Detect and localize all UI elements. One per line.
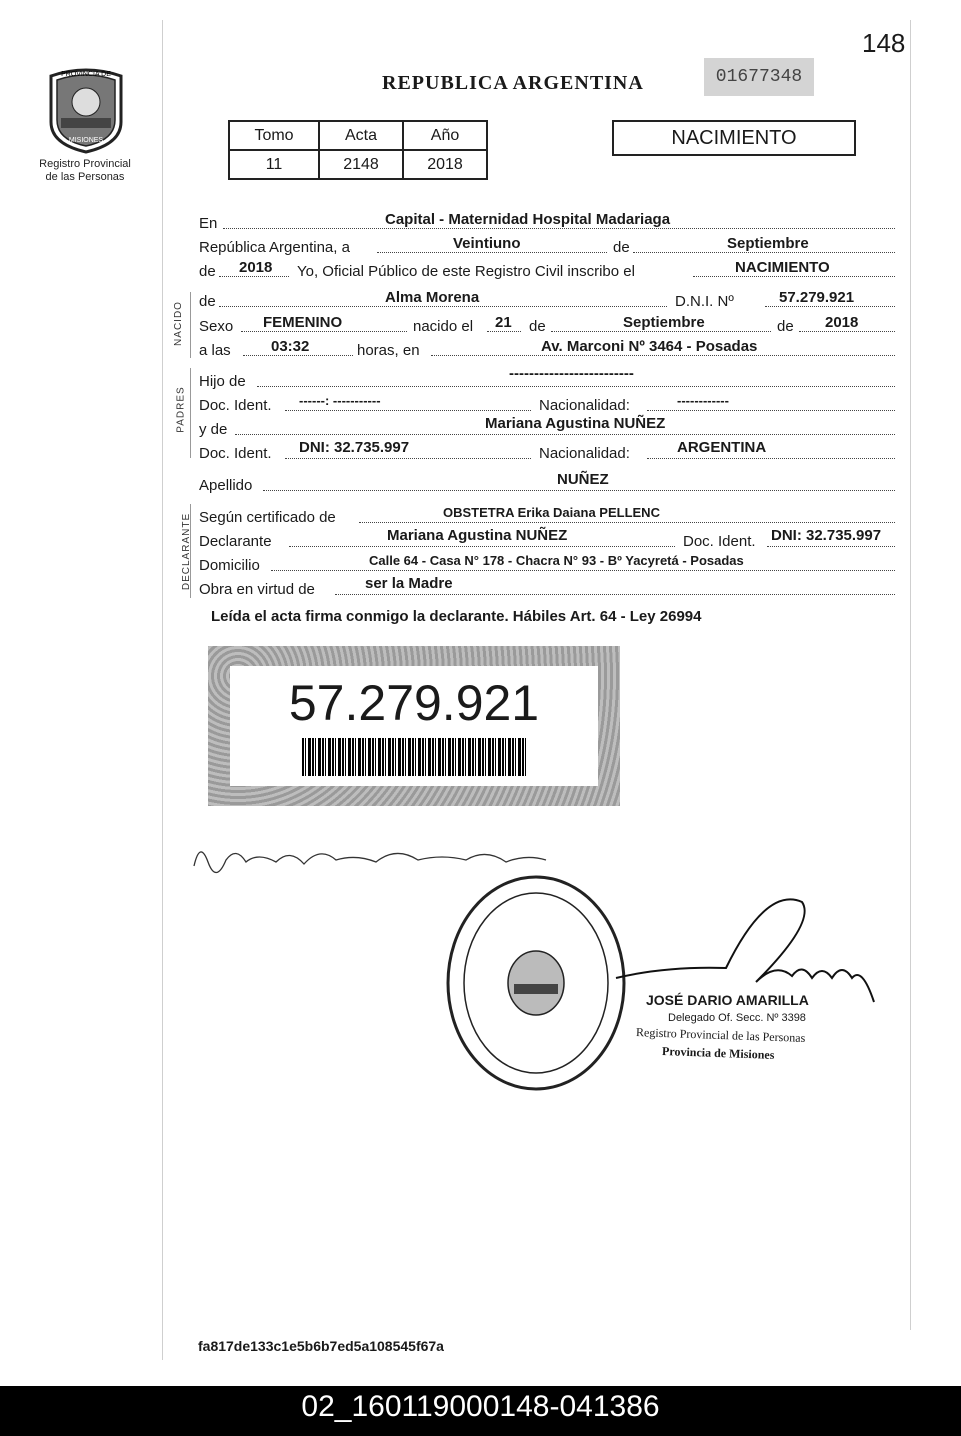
value-mes-nac: Septiembre: [623, 314, 705, 331]
dni-label-card: [208, 646, 620, 806]
value-madre-doc: DNI: 32.735.997: [299, 439, 410, 456]
label-doc-ident: Doc. Ident.: [199, 397, 272, 414]
value-padre: -------------------------: [509, 365, 634, 382]
dni-barcode: [302, 738, 526, 776]
value-declarante: Mariana Agustina NUÑEZ: [387, 527, 568, 544]
document-hash: fa817de133c1e5b6b7ed5a108545f67a: [198, 1338, 444, 1354]
label-doc-ident3: Doc. Ident.: [683, 533, 756, 550]
logo-top-text: PROVINCIA DE: [61, 71, 111, 78]
field-madre: [199, 416, 895, 438]
value-anio: 2018: [239, 259, 273, 276]
value-madre: Mariana Agustina NUÑEZ: [485, 415, 666, 432]
label-en: En: [199, 215, 218, 232]
value-anio-nac: 2018: [825, 314, 859, 331]
value-sexo: FEMENINO: [263, 314, 343, 331]
serial-number: 01677348: [704, 58, 814, 96]
field-hora-lugar: [199, 337, 895, 359]
value-apellido: NUÑEZ: [557, 471, 609, 488]
label-dni: D.N.I. Nº: [675, 293, 734, 310]
value-hora: 03:32: [271, 338, 310, 355]
header-acta: Acta: [319, 121, 403, 150]
label-republica: República Argentina, a: [199, 239, 350, 256]
label-de-anio: de: [199, 263, 216, 280]
header-anio: Año: [403, 121, 487, 150]
side-label-nacido: NACIDO: [172, 301, 184, 346]
official-seal: [444, 872, 628, 1094]
label-nacionalidad: Nacionalidad:: [539, 397, 630, 414]
header-tomo: Tomo: [229, 121, 319, 150]
field-anio-acta: [199, 258, 895, 280]
label-segun: Según certificado de: [199, 509, 336, 526]
officer-role: Delegado Of. Secc. Nº 3398: [668, 1012, 806, 1024]
dni-card-number: 57.279.921: [288, 675, 540, 731]
label-horas: horas, en: [357, 342, 420, 359]
page-number: 148: [862, 28, 906, 58]
value-dia-nac: 21: [495, 314, 512, 331]
label-nacionalidad2: Nacionalidad:: [539, 445, 630, 462]
officer-name: JOSÉ DARIO AMARILLA: [646, 992, 809, 1008]
value-madre-nac: ARGENTINA: [677, 439, 767, 456]
field-lugar: [199, 210, 895, 232]
label-de-dia: de: [529, 318, 546, 335]
registry-table: [228, 120, 488, 180]
province-seal-logo: [36, 62, 136, 154]
value-anio: 2018: [403, 150, 487, 179]
document-title: REPUBLICA ARGENTINA: [382, 72, 644, 94]
logo-caption-line-1: Registro Provincial: [39, 158, 131, 170]
side-label-declarante: DECLARANTE: [181, 512, 193, 591]
value-lugar: Capital - Maternidad Hospital Madariaga: [385, 211, 671, 228]
field-fecha-acta: [199, 234, 895, 256]
value-declarante-doc: DNI: 32.735.997: [771, 527, 882, 544]
value-padre-doc: ------: -----------: [299, 393, 381, 408]
value-domicilio-nac: Av. Marconi Nº 3464 - Posadas: [541, 338, 758, 355]
label-apellido: Apellido: [199, 477, 253, 494]
label-domicilio: Domicilio: [199, 557, 260, 574]
value-padre-nac: ------------: [677, 393, 729, 408]
footer-id-bar: 02_160119000148-041386: [0, 1386, 961, 1436]
label-hijo-de: Hijo de: [199, 373, 246, 390]
value-domicilio: Calle 64 - Casa N° 178 - Chacra N° 93 - Bº Yacyretá - Posadas: [369, 553, 744, 568]
value-tipo: NACIMIENTO: [735, 259, 830, 276]
closing-statement: Leída el acta firma conmigo la declarante. Hábiles Art. 64 - Ley 26994: [211, 608, 702, 625]
act-type-box: NACIMIENTO: [612, 120, 856, 156]
field-apellido: [199, 472, 895, 494]
label-de-mes: de: [613, 239, 630, 256]
logo-caption: [24, 158, 146, 184]
right-margin-line: [910, 20, 911, 1330]
value-obra: ser la Madre: [365, 575, 453, 592]
label-a-las: a las: [199, 342, 231, 359]
logo-caption-line-2: de las Personas: [45, 171, 125, 183]
value-dni: 57.279.921: [779, 289, 855, 306]
label-de-anio2: de: [777, 318, 794, 335]
label-nacido: nacido el: [413, 318, 474, 335]
label-sexo: Sexo: [199, 318, 234, 335]
field-obra: [199, 576, 895, 598]
field-domicilio: [199, 552, 895, 574]
label-yo: Yo, Oficial Público de este Registro Civil inscribo el: [297, 263, 635, 280]
field-madre-doc: [199, 440, 895, 462]
label-de-nombre: de: [199, 293, 216, 310]
field-padre: [199, 365, 895, 390]
side-label-padres: PADRES: [175, 386, 187, 433]
value-acta: 2148: [319, 150, 403, 179]
value-certificado: OBSTETRA Erika Daiana PELLENC: [443, 505, 660, 520]
label-obra: Obra en virtud de: [199, 581, 315, 598]
value-dia-letras: Veintiuno: [453, 235, 521, 252]
logo-bottom-text: MISIONES: [68, 137, 104, 144]
field-padre-doc: [199, 392, 895, 414]
left-margin-line: [162, 20, 163, 1360]
field-sexo-nacimiento: [199, 313, 895, 335]
label-y-de: y de: [199, 421, 228, 438]
officer-province: Provincia de Misiones: [661, 1044, 775, 1062]
value-nombre: Alma Morena: [385, 289, 480, 306]
value-tomo: 11: [229, 150, 319, 179]
label-doc-ident2: Doc. Ident.: [199, 445, 272, 462]
field-declarante: [199, 528, 895, 550]
officer-office: Registro Provincial de las Personas: [635, 1025, 806, 1045]
label-declarante: Declarante: [199, 533, 272, 550]
field-nombre: [199, 288, 895, 310]
field-certificado: [199, 504, 895, 526]
value-mes: Septiembre: [727, 235, 809, 252]
